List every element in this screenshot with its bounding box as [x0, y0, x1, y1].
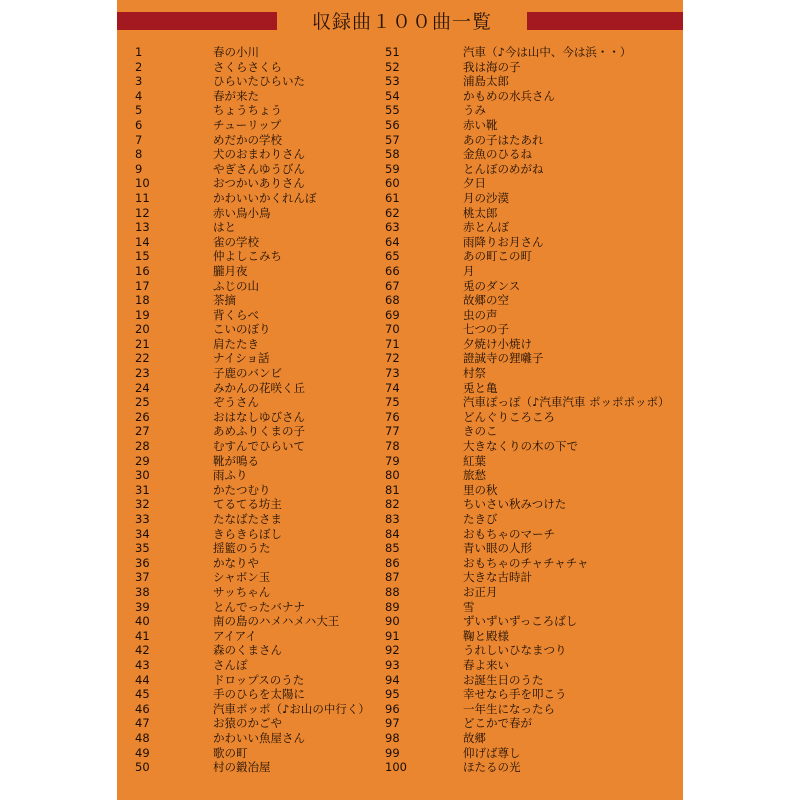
song-title: とんぼのめがね — [463, 161, 544, 176]
song-title: ぞうさん — [213, 395, 259, 410]
song-title: 雨降りお月さん — [463, 234, 544, 249]
song-number: 19 — [135, 307, 150, 322]
song-number: 20 — [135, 322, 150, 337]
song-number: 70 — [385, 322, 400, 337]
song-number: 6 — [135, 117, 143, 132]
song-title: 故郷 — [463, 730, 486, 745]
song-number: 86 — [385, 555, 400, 570]
song-number: 99 — [385, 745, 400, 760]
song-title: 汽車ポッポ（♪お山の中行く） — [213, 701, 370, 716]
song-title: 浦島太郎 — [463, 74, 509, 89]
song-number: 79 — [385, 453, 400, 468]
song-title: かなりや — [213, 555, 259, 570]
song-number: 68 — [385, 293, 400, 308]
song-title: 雀の学校 — [213, 234, 259, 249]
song-number: 88 — [385, 584, 400, 599]
song-title: 月 — [463, 263, 475, 278]
song-title: かわいい魚屋さん — [213, 730, 305, 745]
song-title: 子鹿のバンビ — [213, 366, 282, 381]
song-title: おはなしゆびさん — [213, 409, 305, 424]
song-number: 84 — [385, 526, 400, 541]
song-number: 27 — [135, 424, 150, 439]
song-title: 旅愁 — [463, 468, 486, 483]
song-number: 67 — [385, 278, 400, 293]
song-title: 手のひらを太陽に — [213, 687, 305, 702]
header-bar-right — [527, 12, 683, 30]
song-number: 98 — [385, 730, 400, 745]
song-title: 肩たたき — [213, 336, 259, 351]
song-number: 87 — [385, 570, 400, 585]
song-number: 55 — [385, 103, 400, 118]
song-number: 54 — [385, 88, 400, 103]
song-title: こいのぼり — [213, 322, 271, 337]
song-number: 53 — [385, 74, 400, 89]
song-number: 89 — [385, 599, 400, 614]
song-number: 97 — [385, 716, 400, 731]
song-number: 9 — [135, 161, 143, 176]
song-number: 50 — [135, 760, 150, 775]
song-number: 3 — [135, 74, 143, 89]
song-title: かもめの水兵さん — [463, 88, 555, 103]
song-title: 歌の町 — [213, 745, 248, 760]
song-number: 39 — [135, 599, 150, 614]
song-title: たなばたさま — [213, 512, 282, 526]
song-title: 雪 — [463, 599, 475, 614]
song-number: 10 — [135, 176, 150, 191]
song-title: サッちゃん — [213, 584, 271, 599]
song-number: 30 — [135, 468, 150, 483]
song-title: さんぽ — [213, 657, 248, 672]
song-title: 月の沙漠 — [463, 190, 509, 205]
song-number: 23 — [135, 366, 150, 381]
song-number: 77 — [385, 424, 400, 439]
song-number: 25 — [135, 395, 150, 410]
song-number: 17 — [135, 278, 150, 293]
song-number: 81 — [385, 482, 400, 497]
song-title: 鞠と殿様 — [463, 628, 509, 643]
song-number: 76 — [385, 409, 400, 424]
song-number: 45 — [135, 687, 150, 702]
song-number: 33 — [135, 512, 150, 526]
song-number: 41 — [135, 628, 150, 643]
song-number: 31 — [135, 482, 150, 497]
song-title: 大きなくりの木の下で — [463, 439, 578, 454]
song-number: 15 — [135, 249, 150, 264]
song-number: 35 — [135, 541, 150, 556]
song-number: 12 — [135, 205, 150, 220]
song-title: あめふりくまの子 — [213, 424, 305, 439]
song-title: お正月 — [463, 584, 498, 599]
song-title: ふじの山 — [213, 278, 259, 293]
song-number: 28 — [135, 439, 150, 454]
song-number: 56 — [385, 117, 400, 132]
song-title: 桃太郎 — [463, 205, 498, 220]
song-title: 兎のダンス — [463, 278, 521, 293]
page-title: 収録曲１００曲一覧 — [311, 11, 492, 33]
song-number: 64 — [385, 234, 400, 249]
song-number: 7 — [135, 132, 143, 147]
song-title: むすんでひらいて — [213, 439, 305, 454]
song-number: 22 — [135, 351, 150, 366]
song-number: 49 — [135, 745, 150, 760]
song-title: 虫の声 — [463, 307, 498, 322]
song-number: 59 — [385, 161, 400, 176]
song-number: 26 — [135, 409, 150, 424]
song-number: 1 — [135, 45, 143, 59]
song-title: 赤い鳥小鳥 — [213, 205, 271, 220]
song-number: 71 — [385, 336, 400, 351]
song-number: 91 — [385, 628, 400, 643]
song-number: 78 — [385, 439, 400, 454]
song-number: 40 — [135, 614, 150, 629]
song-number: 16 — [135, 263, 150, 278]
song-title: お誕生日のうた — [463, 672, 544, 687]
song-number: 61 — [385, 190, 400, 205]
song-number: 63 — [385, 220, 400, 235]
song-number: 2 — [135, 59, 143, 74]
song-title: 朧月夜 — [213, 263, 248, 278]
song-number: 44 — [135, 672, 150, 687]
song-number: 47 — [135, 716, 150, 731]
song-number: 4 — [135, 88, 143, 103]
song-title: 金魚のひるね — [463, 147, 532, 162]
song-number: 95 — [385, 687, 400, 702]
song-number: 18 — [135, 293, 150, 308]
song-title: 汽車ぽっぽ（♪汽車汽車 ポッポポッポ） — [463, 395, 670, 410]
song-title: 青い眼の人形 — [463, 541, 532, 556]
song-title: とんでったバナナ — [213, 599, 305, 614]
song-number: 94 — [385, 672, 400, 687]
song-title: 故郷の空 — [463, 293, 509, 308]
song-number: 21 — [135, 336, 150, 351]
song-title: 仰げば尊し — [463, 745, 521, 760]
song-title: あの町この町 — [463, 249, 532, 264]
song-title: ひらいたひらいた — [213, 74, 305, 89]
song-number: 52 — [385, 59, 400, 74]
song-title: ほたるの光 — [463, 760, 521, 775]
song-number: 11 — [135, 190, 150, 205]
song-title: やぎさんゆうびん — [213, 161, 305, 176]
song-title: 春が来た — [213, 88, 259, 103]
song-number: 32 — [135, 497, 150, 512]
song-list-page — [117, 0, 683, 800]
song-title: 夕焼け小焼け — [463, 336, 532, 351]
song-number: 48 — [135, 730, 150, 745]
song-title: きのこ — [463, 424, 498, 439]
song-title: うれしいひなまつり — [463, 643, 567, 658]
song-number: 73 — [385, 366, 400, 381]
song-number: 82 — [385, 497, 400, 512]
song-number: 38 — [135, 584, 150, 599]
song-number: 29 — [135, 453, 150, 468]
song-title: 我は海の子 — [463, 59, 521, 74]
song-title: シャボン玉 — [213, 570, 271, 585]
song-title: おもちゃのチャチャチャ — [463, 555, 589, 570]
song-title: 兎と亀 — [463, 380, 498, 395]
song-number: 85 — [385, 541, 400, 556]
song-title: 里の秋 — [463, 482, 498, 497]
song-number: 90 — [385, 614, 400, 629]
song-title: 茶摘 — [213, 293, 236, 308]
song-number: 72 — [385, 351, 400, 366]
song-title: 村祭 — [463, 366, 486, 381]
song-number: 51 — [385, 45, 400, 59]
song-title: みかんの花咲く丘 — [213, 380, 305, 395]
song-number: 13 — [135, 220, 150, 235]
song-title: かたつむり — [213, 482, 271, 497]
song-number: 60 — [385, 176, 400, 191]
song-title: ナイショ話 — [213, 351, 270, 366]
song-number: 34 — [135, 526, 150, 541]
song-title: たきび — [463, 512, 498, 526]
song-title: 汽車（♪今は山中、今は浜・・） — [463, 45, 632, 59]
song-title: おつかいありさん — [213, 176, 305, 191]
song-number: 93 — [385, 657, 400, 672]
song-title: 背くらべ — [213, 307, 259, 322]
song-number: 65 — [385, 249, 400, 264]
song-title: 證誠寺の狸囃子 — [463, 351, 544, 366]
song-number: 74 — [385, 380, 400, 395]
song-title: アイアイ — [213, 628, 257, 643]
song-title: 森のくまさん — [213, 643, 282, 658]
song-title: 一年生になったら — [463, 701, 555, 716]
song-title: 揺籃のうた — [213, 541, 271, 556]
header-bar-left — [117, 12, 277, 30]
song-number: 37 — [135, 570, 150, 585]
song-number: 8 — [135, 147, 143, 162]
song-number: 46 — [135, 701, 150, 716]
song-title: ちょうちょう — [213, 103, 282, 118]
song-title: きらきらぼし — [213, 526, 282, 541]
song-title: うみ — [463, 103, 486, 118]
song-number: 83 — [385, 512, 400, 526]
song-title: おもちゃのマーチ — [463, 526, 555, 541]
song-number: 66 — [385, 263, 400, 278]
song-title: 夕日 — [463, 176, 486, 191]
song-number: 43 — [135, 657, 150, 672]
song-title: 紅葉 — [463, 453, 486, 468]
song-number: 62 — [385, 205, 400, 220]
song-title: どんぐりころころ — [463, 409, 555, 424]
song-number: 69 — [385, 307, 400, 322]
song-title: かわいいかくれんぼ — [213, 190, 317, 205]
song-title: 靴が鳴る — [213, 453, 259, 468]
song-number: 58 — [385, 147, 400, 162]
song-number: 92 — [385, 643, 400, 658]
song-title: 雨ふり — [213, 468, 248, 483]
song-title: 赤い靴 — [463, 117, 498, 132]
song-title: 春よ来い — [463, 657, 509, 672]
song-number: 57 — [385, 132, 400, 147]
song-number: 5 — [135, 103, 143, 118]
song-title: 南の島のハメハメハ大王 — [213, 614, 340, 629]
song-title: 七つの子 — [463, 322, 509, 337]
song-title: てるてる坊主 — [213, 497, 282, 512]
song-title: 幸せなら手を叩こう — [463, 687, 567, 702]
song-title: 犬のおまわりさん — [213, 147, 305, 162]
song-title: お猿のかごや — [213, 716, 282, 731]
song-number: 80 — [385, 468, 400, 483]
song-title: チューリップ — [213, 117, 282, 132]
song-number: 14 — [135, 234, 150, 249]
song-title: 仲よしこみち — [213, 249, 282, 264]
song-number: 100 — [385, 760, 407, 775]
song-title: 村の鍛冶屋 — [213, 760, 271, 775]
song-title: ドロップスのうた — [213, 672, 305, 687]
song-number: 36 — [135, 555, 150, 570]
song-title: 春の小川 — [213, 45, 259, 59]
song-number: 42 — [135, 643, 150, 658]
song-title: さくらさくら — [213, 59, 282, 74]
song-title: 大きな古時計 — [463, 570, 532, 585]
song-number: 96 — [385, 701, 400, 716]
song-title: めだかの学校 — [213, 132, 282, 147]
song-title: ずいずいずっころばし — [463, 614, 578, 629]
song-title: はと — [213, 220, 236, 235]
song-title: 赤とんぼ — [463, 220, 509, 235]
song-number: 75 — [385, 395, 400, 410]
song-number: 24 — [135, 380, 150, 395]
song-title: ちいさい秋みつけた — [463, 497, 567, 512]
song-title: どこかで春が — [463, 716, 532, 731]
song-title: あの子はたあれ — [463, 132, 544, 147]
